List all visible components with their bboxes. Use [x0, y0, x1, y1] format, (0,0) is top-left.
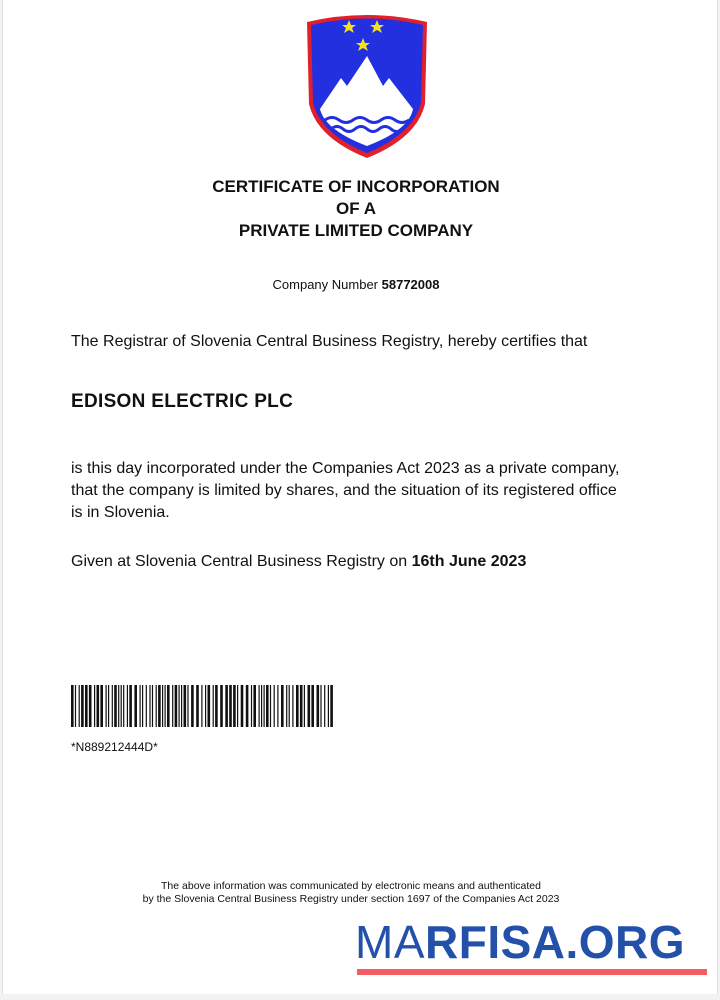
title-line: CERTIFICATE OF INCORPORATION — [212, 177, 500, 196]
footer-line: The above information was communicated by electronic means and authenticated — [161, 880, 541, 892]
company-number-label: Company Number — [272, 277, 379, 292]
barcode-bar — [108, 685, 109, 727]
barcode-bar — [286, 685, 287, 727]
barcode-bar — [277, 685, 278, 727]
barcode-bar — [167, 685, 170, 727]
barcode-bar — [158, 685, 161, 727]
barcode-bar — [196, 685, 199, 727]
given-at-text: Given at Slovenia Central Business Registry on — [71, 553, 408, 570]
barcode-bar — [184, 685, 187, 727]
barcode-bar — [233, 685, 236, 727]
barcode-bar — [172, 685, 173, 727]
barcode — [71, 685, 333, 727]
certificate-page — [2, 0, 718, 994]
barcode-bar — [152, 685, 153, 727]
company-name: EDISON ELECTRIC PLC — [71, 391, 294, 412]
barcode-bar — [100, 685, 103, 727]
barcode-bar — [181, 685, 182, 727]
given-at-statement — [71, 551, 671, 573]
marfisa-watermark-logo — [355, 917, 685, 967]
barcode-bar — [162, 685, 163, 727]
barcode-bar — [225, 685, 228, 727]
barcode-bar — [146, 685, 147, 727]
barcode-bar — [300, 685, 303, 727]
barcode-bar — [304, 685, 305, 727]
barcode-bar — [246, 685, 249, 727]
barcode-bar — [292, 685, 293, 727]
barcode-bar — [208, 685, 211, 727]
barcode-bar — [191, 685, 194, 727]
barcode-bar — [85, 685, 88, 727]
barcode-bar — [320, 685, 321, 727]
title-line: PRIVATE LIMITED COMPANY — [238, 221, 474, 240]
barcode-bar — [289, 685, 290, 727]
barcode-bar — [97, 685, 100, 727]
barcode-bar — [328, 685, 329, 727]
logo-part: MA — [355, 916, 425, 968]
slovenia-coat-of-arms-icon — [305, 14, 429, 160]
barcode-bar — [205, 685, 206, 727]
barcode-bar — [121, 685, 122, 727]
barcode-bar — [324, 685, 325, 727]
barcode-bar — [142, 685, 143, 727]
barcode-bar — [127, 685, 128, 727]
barcode-bar — [253, 685, 256, 727]
barcode-bar — [264, 685, 265, 727]
barcode-bar — [71, 685, 74, 727]
logo-underline — [357, 969, 707, 975]
barcode-bar — [165, 685, 166, 727]
barcode-bar — [274, 685, 275, 727]
certificate-title — [3, 176, 709, 242]
company-number — [3, 277, 709, 292]
barcode-bar — [229, 685, 232, 727]
barcode-bar — [330, 685, 333, 727]
company-number-value: 58772008 — [381, 277, 440, 292]
barcode-bar — [215, 685, 218, 727]
barcode-bar — [129, 685, 132, 727]
barcode-bar — [237, 685, 238, 727]
barcode-bar — [89, 685, 92, 727]
barcode-bar — [296, 685, 299, 727]
barcode-bar — [179, 685, 180, 727]
incorporation-date: 16th June 2023 — [411, 553, 527, 570]
barcode-bar — [81, 685, 84, 727]
barcode-bar — [251, 685, 252, 727]
barcode-bar — [118, 685, 119, 727]
barcode-bar — [213, 685, 214, 727]
logo-part: RFISA.ORG — [425, 916, 686, 968]
barcode-bar — [241, 685, 244, 727]
barcode-bar — [94, 685, 95, 727]
barcode-bar — [134, 685, 137, 727]
barcode-bar — [201, 685, 202, 727]
authentication-footer — [3, 880, 699, 906]
barcode-bar — [270, 685, 271, 727]
barcode-bar — [114, 685, 117, 727]
barcode-bar — [75, 685, 76, 727]
title-line: OF A — [336, 199, 376, 218]
barcode-bar — [261, 685, 262, 727]
barcode-bar — [123, 685, 124, 727]
barcode-bar — [106, 685, 107, 727]
barcode-bar — [259, 685, 260, 727]
barcode-bar — [149, 685, 150, 727]
barcode-bar — [311, 685, 314, 727]
barcode-bar — [220, 685, 223, 727]
barcode-bar — [308, 685, 311, 727]
barcode-text: *N889212444D* — [71, 740, 158, 754]
registrar-statement: The Registrar of Slovenia Central Business Registry, hereby certifies that — [71, 333, 588, 350]
barcode-bar — [156, 685, 157, 727]
barcode-bar — [187, 685, 188, 727]
barcode-bar — [175, 685, 178, 727]
barcode-bar — [266, 685, 269, 727]
barcode-bar — [140, 685, 141, 727]
barcode-bar — [281, 685, 284, 727]
footer-line: by the Slovenia Central Business Registry under section 1697 of the Companies Act 2023 — [142, 893, 560, 905]
barcode-bar — [317, 685, 320, 727]
incorporation-statement: is this day incorporated under the Companies Act 2023 as a private company, that the company is limited by shares, and the situation of its registered office is in Slovenia. — [71, 460, 620, 521]
barcode-bar — [79, 685, 80, 727]
barcode-bar — [112, 685, 113, 727]
